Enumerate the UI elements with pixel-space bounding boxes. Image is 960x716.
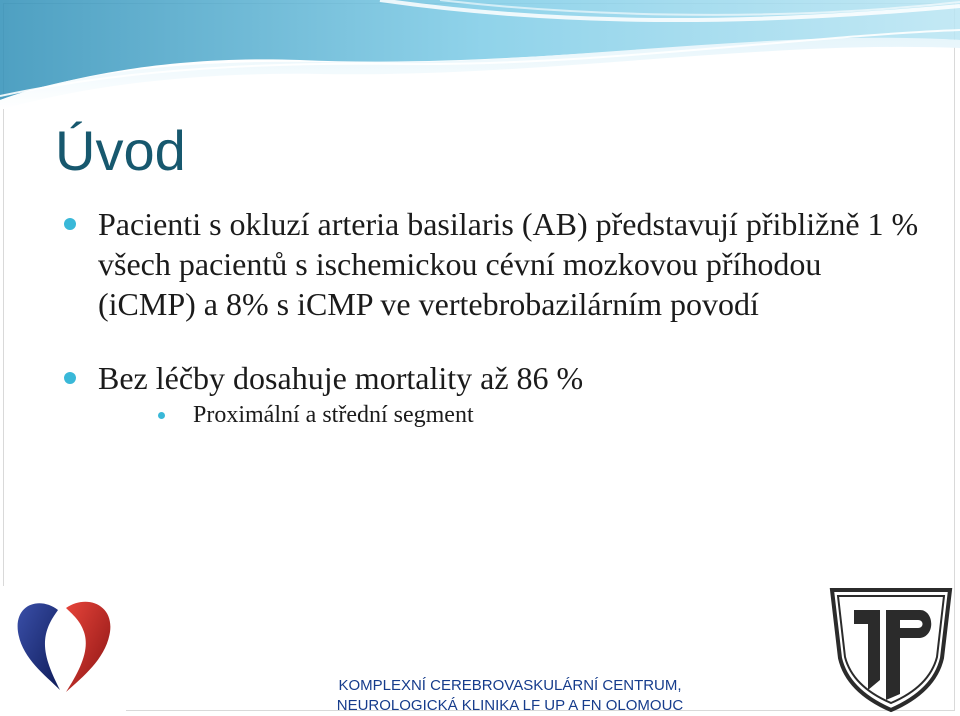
bullet-text: Bez léčby dosahuje mortality až 86 % bbox=[98, 360, 584, 396]
bullet-item bbox=[62, 358, 922, 398]
header-wave-decoration bbox=[0, 0, 960, 120]
footer bbox=[250, 676, 770, 716]
sub-bullet-text: Proximální a střední segment bbox=[193, 402, 474, 428]
heart-shield-logo-icon bbox=[0, 586, 126, 712]
slide-title: Úvod bbox=[55, 119, 186, 182]
bullet-text: Pacienti s okluzí arteria basilaris (AB) představují přibližně 1 % všech pacientů s ischemickou cévní mozkovou příhodou (iCMP) a 8% s iCMP ve vertebrobazilárním povodí bbox=[98, 206, 919, 322]
bullet-list bbox=[62, 204, 922, 430]
upol-shield-logo-icon bbox=[824, 584, 958, 714]
bullet-dot-icon bbox=[64, 218, 76, 230]
footer-line-2: NEUROLOGICKÁ KLINIKA LF UP A FN OLOMOUC bbox=[336, 697, 684, 714]
bullet-dot-icon bbox=[64, 372, 76, 384]
sub-bullet-item bbox=[62, 400, 922, 430]
sub-bullet-dot-icon bbox=[158, 412, 165, 419]
bullet-item bbox=[62, 204, 922, 324]
footer-line-1: KOMPLEXNÍ CEREBROVASKULÁRNÍ CENTRUM, bbox=[338, 677, 682, 694]
